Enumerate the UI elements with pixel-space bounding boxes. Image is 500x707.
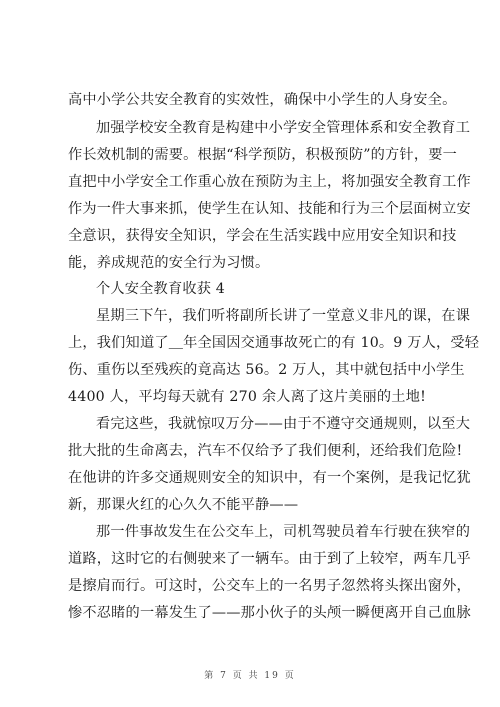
text-line: 是擦肩而行。可这时，公交车上的一名男子忽然将头探出窗外，	[68, 578, 471, 594]
text-line: 伤、重伤以至残疾的竟高达 56。2 万人，其中就包括中小学生	[68, 362, 465, 378]
text-line: 高中小学公共安全教育的实效性，确保中小学生的人身安全。	[68, 92, 457, 108]
text-line: 惨不忍睹的一幕发生了——那小伙子的头颅一瞬便离开自己血脉	[68, 605, 471, 621]
text-line: 能，养成规范的安全行为习惯。	[68, 255, 270, 271]
page-footer: 第 7 页 共 19 页	[204, 671, 296, 681]
text-line: 在他讲的许多交通规则安全的知识中，有一个案例，是我记忆犹	[68, 470, 471, 486]
text-line: 上，我们知道了＿年全国因交通事故死亡的有 10。9 万人，受轻	[68, 335, 480, 351]
paragraph-start-line: 星期三下午，我们听将副所长讲了一堂意义非凡的课，在课	[96, 308, 471, 324]
text-line: 作为一件大事来抓，使学生在认知、技能和行为三个层面树立安	[68, 201, 471, 217]
paragraph-start-line: 加强学校安全教育是构建中小学安全管理体系和安全教育工	[96, 120, 471, 136]
section-heading: 个人安全教育收获 4	[96, 281, 226, 297]
text-line: 全意识，获得安全知识，学会在生活实践中应用安全知识和技	[68, 228, 457, 244]
text-line: 批大批的生命离去，汽车不仅给予了我们便利，还给我们危险!	[68, 443, 463, 459]
text-line: 直把中小学安全工作重心放在预防为主上，将加强安全教育工作	[68, 174, 471, 190]
paragraph-start-line: 那一件事故发生在公交车上，司机驾驶员着车行驶在狭窄的	[96, 524, 471, 540]
text-line: 作长效机制的需要。根据“科学预防，积极预防”的方针，要一	[68, 147, 457, 163]
text-line: 新，那课火红的心久久不能平静——	[68, 497, 299, 513]
text-line: 道路，这时它的右侧驶来了一辆车。由于到了上较窄，两车几乎	[68, 551, 471, 567]
paragraph-start-line: 看完这些，我就惊叹万分——由于不遵守交通规则，以至大	[96, 416, 471, 432]
text-line: 4400 人，平均每天就有 270 余人离了这片美丽的土地!	[68, 389, 426, 405]
